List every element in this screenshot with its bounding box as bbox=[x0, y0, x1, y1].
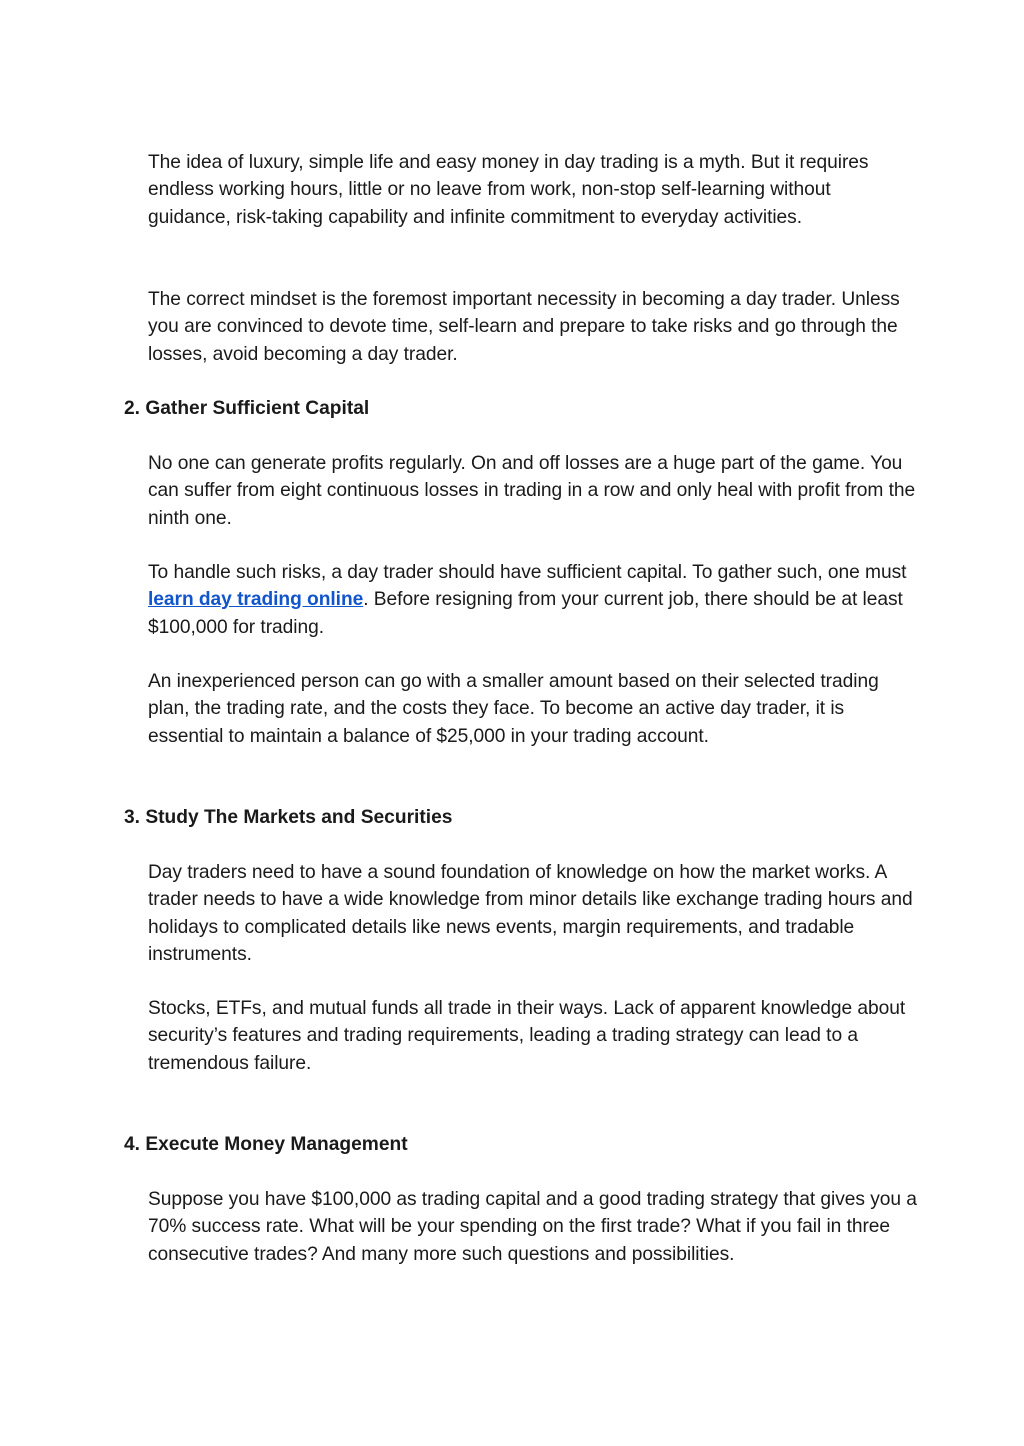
markets-paragraph-2: Stocks, ETFs, and mutual funds all trade in their ways. Lack of apparent knowledge about security’s features and trading requirements, leading a trading strategy can lead to a tremendous failure. bbox=[148, 998, 906, 1074]
money-management-paragraph-1: Suppose you have $100,000 as trading capital and a good trading strategy that gives you a 70% success rate. What will be your spending on the first trade? What if you fail in three consecutive trades? And many more such questions and possibilities. bbox=[148, 1189, 917, 1265]
section-heading-capital: 2. Gather Sufficient Capital bbox=[124, 398, 370, 419]
learn-day-trading-link[interactable]: learn day trading online bbox=[148, 589, 364, 611]
intro-paragraph-1: The idea of luxury, simple life and easy money in day trading is a myth. But it requires endless working hours, little or no leave from work, non-stop self-learning without guidance, risk-taking capability and infinite commitment to everyday activities. bbox=[148, 152, 869, 228]
section-heading-money-management: 4. Execute Money Management bbox=[124, 1134, 408, 1155]
capital-paragraph-2-text-before: To handle such risks, a day trader should have sufficient capital. To gather such, one must bbox=[148, 562, 907, 583]
section-heading-markets: 3. Study The Markets and Securities bbox=[124, 807, 453, 828]
capital-paragraph-3: An inexperienced person can go with a smaller amount based on their selected trading plan, the trading rate, and the costs they face. To become an active day trader, it is essential to maintain a balance of $25,000 in your trading account. bbox=[148, 671, 879, 747]
capital-paragraph-1: No one can generate profits regularly. On and off losses are a huge part of the game. You can suffer from eight continuous losses in trading in a row and only heal with profit from the ninth one. bbox=[148, 453, 916, 529]
capital-paragraph-2 bbox=[148, 559, 918, 641]
markets-paragraph-1: Day traders need to have a sound foundation of knowledge on how the market works. A trader needs to have a wide knowledge from minor details like exchange trading hours and holidays to complicated details like news events, margin requirements, and tradable instruments. bbox=[148, 862, 913, 965]
intro-paragraph-2: The correct mindset is the foremost important necessity in becoming a day trader. Unless you are convinced to devote time, self-learn and prepare to take risks and go through the losses, avoid becoming a day trader. bbox=[148, 289, 900, 365]
capital-paragraph-2-text-after: . Before resigning from your current job, there should be at least $100,000 for trading. bbox=[148, 589, 903, 638]
